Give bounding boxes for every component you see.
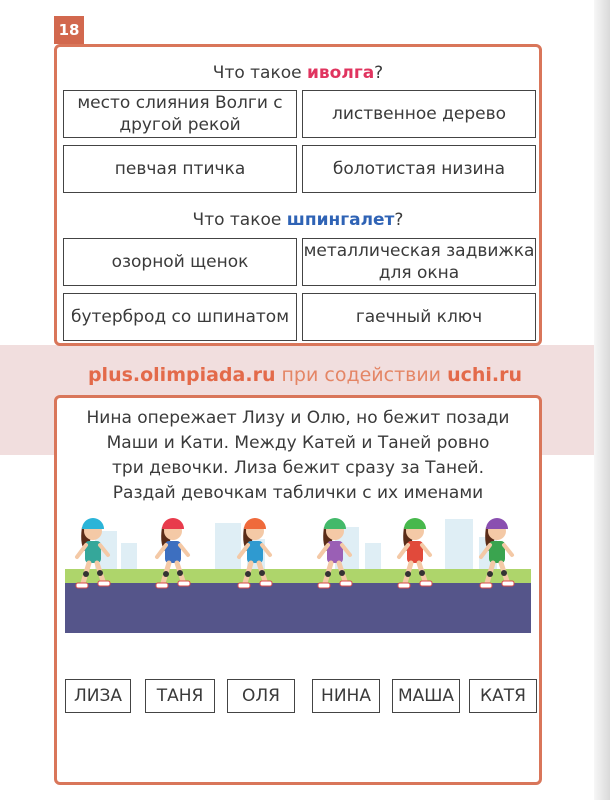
name-card[interactable]: НИНА	[312, 679, 380, 713]
puzzle-line: три девочки. Лиза бежит сразу за Таней.	[112, 458, 484, 478]
name-card[interactable]: ТАНЯ	[145, 679, 215, 713]
question-suffix: ?	[374, 63, 384, 83]
puzzle-frame	[54, 395, 542, 785]
question-prefix: Что такое	[192, 210, 287, 230]
brand-partner-link[interactable]: uchi.ru	[447, 364, 523, 386]
name-card[interactable]: КАТЯ	[469, 679, 537, 713]
brand-line	[0, 364, 610, 386]
name-card[interactable]: ЛИЗА	[65, 679, 131, 713]
name-card[interactable]: МАША	[392, 679, 460, 713]
answer-option[interactable]: певчая птичка	[63, 145, 297, 193]
question-ivolga	[57, 63, 539, 83]
puzzle-line: Нина опережает Лизу и Олю, но бежит позади	[86, 408, 510, 428]
puzzle-line: Раздай девочкам таблички с их именами	[112, 483, 484, 503]
answer-option[interactable]: озорной щенок	[63, 238, 297, 286]
question-keyword: шпингалет	[286, 210, 395, 230]
puzzle-text	[57, 406, 539, 506]
question-keyword: иволга	[307, 63, 375, 83]
answer-option[interactable]: лиственное дерево	[302, 90, 536, 138]
page-number-badge: 18	[54, 16, 84, 44]
page-edge-shadow	[594, 0, 610, 800]
question-suffix: ?	[394, 210, 404, 230]
answer-option[interactable]: место слияния Волги с другой рекой	[63, 90, 297, 138]
road	[65, 583, 531, 633]
name-card[interactable]: ОЛЯ	[227, 679, 295, 713]
answer-option[interactable]: болотистая низина	[302, 145, 536, 193]
answer-option[interactable]: металлическая задвижка для окна	[302, 238, 536, 286]
brand-middle-text: при содействии	[275, 364, 448, 386]
running-girls-illustration	[65, 513, 531, 633]
answer-option[interactable]: гаечный ключ	[302, 293, 536, 341]
city-skyline-icon	[95, 519, 497, 576]
question-shpingalet	[57, 210, 539, 230]
brand-site-link[interactable]: plus.olimpiada.ru	[87, 364, 276, 386]
grass-strip	[65, 569, 531, 583]
question-prefix: Что такое	[212, 63, 308, 83]
answer-option[interactable]: бутерброд со шпинатом	[63, 293, 297, 341]
quiz-frame	[54, 44, 542, 346]
puzzle-line: Маши и Кати. Между Катей и Таней ровно	[106, 433, 490, 453]
